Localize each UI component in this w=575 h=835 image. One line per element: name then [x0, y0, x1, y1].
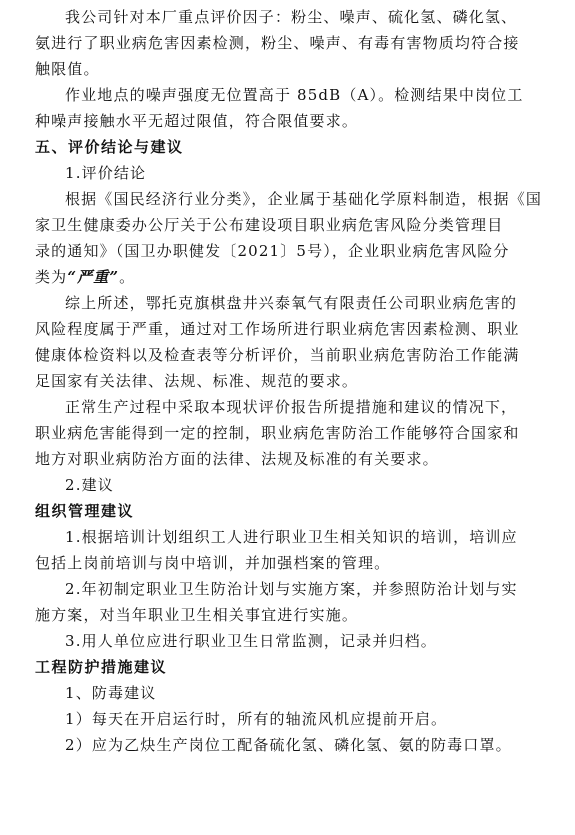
paragraph-line: 综上所述，鄂托克旗棋盘井兴泰氧气有限责任公司职业病危害的 — [65, 294, 518, 312]
paragraph-line — [35, 264, 553, 290]
paragraph-line: 地方对职业病防治方面的法律、法规及标准的有关要求。 — [35, 450, 439, 468]
section-heading: 组织管理建议 — [35, 502, 135, 520]
paragraph-line: 正常生产过程中采取本现状评价报告所提措施和建议的情况下， — [65, 398, 518, 416]
line-text-tail: 。 — [119, 268, 136, 286]
paragraph-line: 足国家有关法律、法规、标准、规范的要求。 — [35, 372, 359, 390]
paragraph-line: 2.年初制定职业卫生防治计划与实施方案，并参照防治计划与实 — [65, 580, 518, 598]
paragraph-line: 风险程度属于严重，通过对工作场所进行职业病危害因素检测、职业 — [35, 320, 520, 338]
paragraph-line: 1.根据培训计划组织工人进行职业卫生相关知识的培训，培训应 — [65, 528, 518, 546]
paragraph-line: 职业病危害能得到一定的控制，职业病危害防治工作能够符合国家和 — [35, 424, 520, 442]
paragraph-line: 种噪声接触水平无超过限值，符合限值要求。 — [35, 112, 359, 130]
line-text: 类为 — [35, 268, 68, 286]
risk-level-term: “严重” — [67, 268, 120, 286]
paragraph-line: 根据《国民经济行业分类》，企业属于基础化学原料制造，根据《国 — [65, 190, 543, 208]
section-heading: 五、评价结论与建议 — [35, 138, 184, 156]
paragraph-line: 作业地点的噪声强度无位置高于 85dB（A）。检测结果中岗位工 — [65, 86, 524, 104]
paragraph-line: 我公司针对本厂重点评价因子：粉尘、噪声、硫化氢、磷化氢、 — [65, 8, 518, 26]
paragraph-line: 包括上岗前培训与岗中培训，并加强档案的管理。 — [35, 554, 391, 572]
subsection-heading: 1、防毒建议 — [65, 684, 157, 702]
paragraph-line: 录的通知》（国卫办职健发〔2021〕5号），企业职业病危害风险分 — [35, 242, 510, 260]
paragraph-line: 3.用人单位应进行职业卫生日常监测，记录并归档。 — [65, 632, 437, 650]
paragraph-line: 家卫生健康委办公厅关于公布建设项目职业病危害风险分类管理目 — [35, 216, 504, 234]
paragraph-line: 施方案，对当年职业卫生相关事宜进行实施。 — [35, 606, 359, 624]
paragraph-line: 健康体检资料以及检查表等分析评价，当前职业病危害防治工作能满 — [35, 346, 520, 364]
paragraph-line: 氨进行了职业病危害因素检测，粉尘、噪声、有毒有害物质均符合接 — [35, 34, 520, 52]
subsection-heading: 1.评价结论 — [65, 164, 147, 182]
section-heading: 工程防护措施建议 — [35, 658, 168, 676]
paragraph-line: 触限值。 — [35, 60, 100, 78]
paragraph-line: 1）每天在开启运行时，所有的轴流风机应提前开启。 — [65, 710, 448, 728]
paragraph-line: 2）应为乙炔生产岗位工配备硫化氢、磷化氢、氨的防毒口罩。 — [65, 736, 512, 754]
subsection-heading: 2.建议 — [65, 476, 114, 494]
